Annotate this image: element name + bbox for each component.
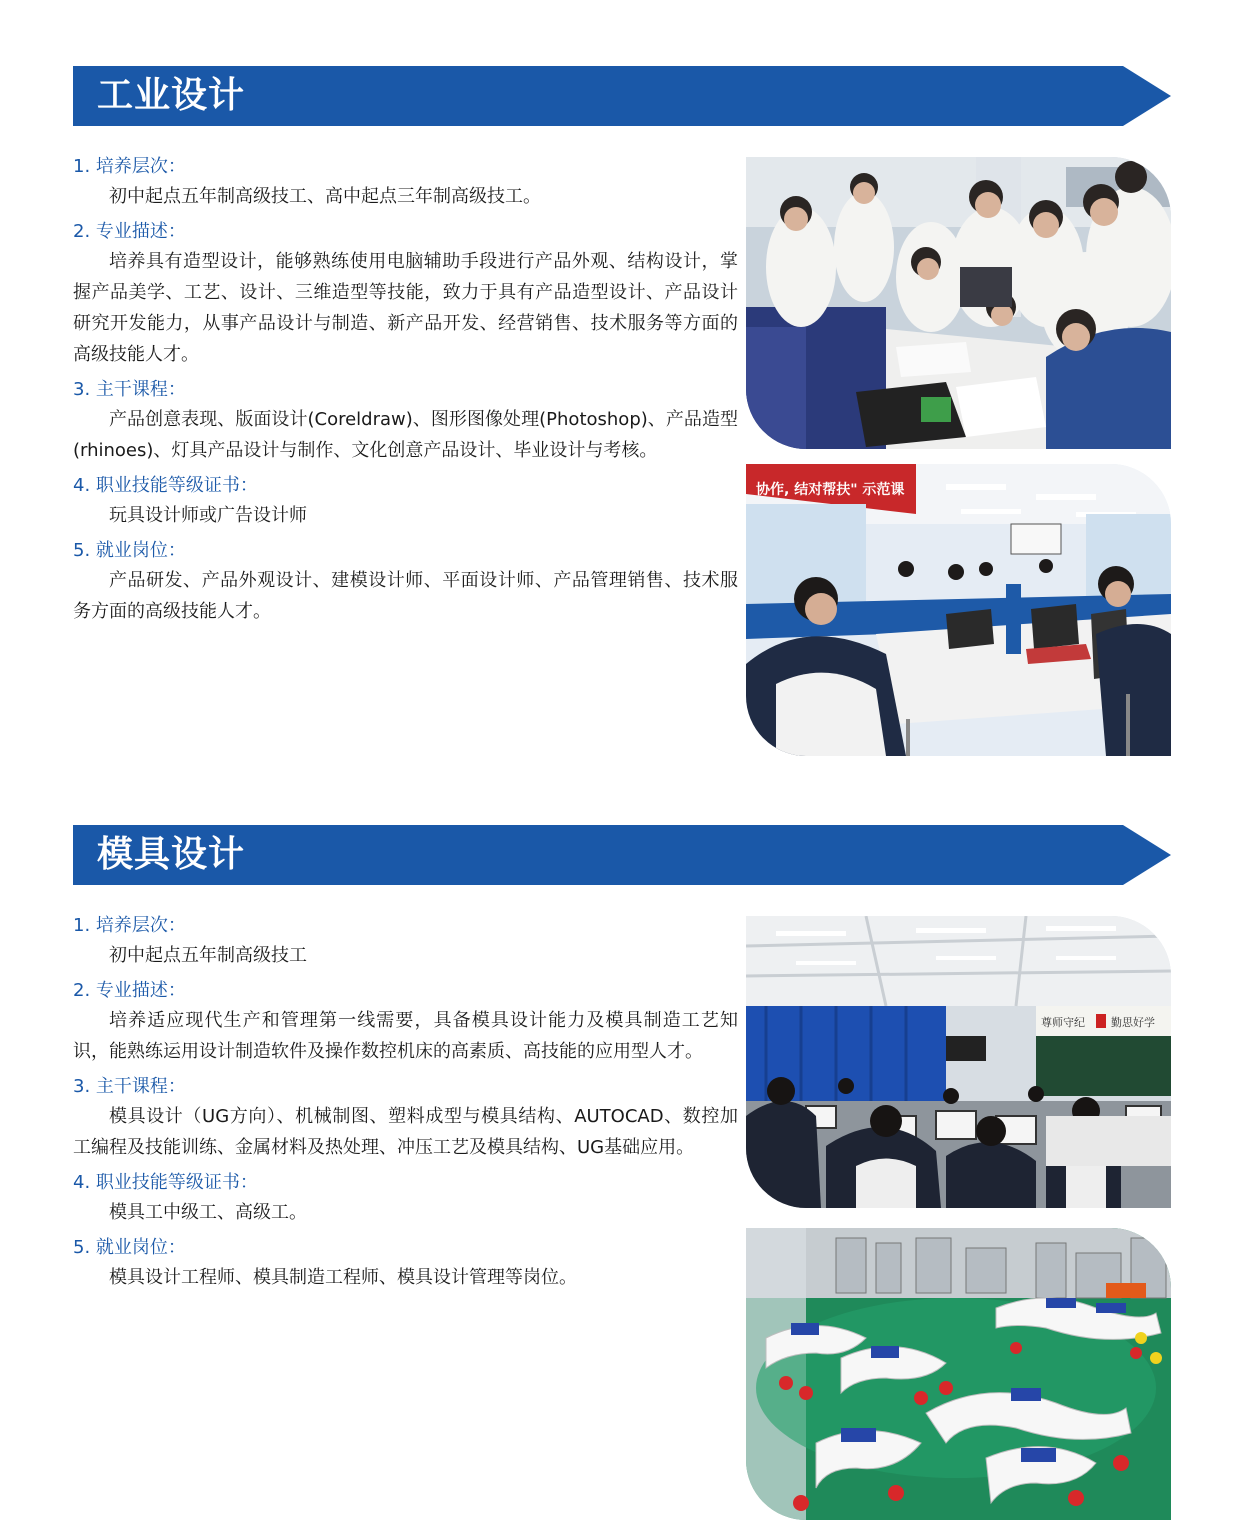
text-description: 培养适应现代生产和管理第一线需要，具备模具设计能力及模具制造工艺知识，能熟练运用设计制造软件及操作数控机床的高素质、高技能的应用型人才。 (73, 1010, 738, 1062)
heading-certificate: 4. 职业技能等级证书： (73, 1172, 258, 1193)
heading-jobs: 5. 就业岗位： (73, 540, 186, 561)
text-jobs: 模具设计工程师、模具制造工程师、模具设计管理等岗位。 (109, 1267, 577, 1288)
wall-slogan-right: 勤思好学 (1111, 1016, 1155, 1029)
text-description: 培养具有造型设计，能够熟练使用电脑辅助手段进行产品外观、结构设计，掌握产品美学、工艺、设计、三维造型等技能，致力于具有产品造型设计、产品设计研究开发能力，从事产品设计与制造、新产品开发、经营销售、技术服务等方面的高级技能人才。 (73, 251, 738, 365)
section-content (73, 914, 738, 1293)
section-banner (73, 66, 1171, 126)
heading-courses: 3. 主干课程： (73, 379, 186, 400)
text-certificate: 模具工中级工、高级工。 (109, 1202, 307, 1223)
heading-jobs: 5. 就业岗位： (73, 1237, 186, 1258)
section-title: 模具设计 (97, 834, 246, 875)
section-banner (73, 825, 1171, 885)
text-training-level: 初中起点五年制高级技工、高中起点三年制高级技工。 (109, 186, 541, 207)
section-content (73, 155, 738, 627)
text-courses: 产品创意表现、版面设计(Coreldraw)、图形图像处理(Photoshop)、产品造型(rhinoes)、灯具产品设计与制作、文化创意产品设计、毕业设计与考核。 (73, 409, 738, 461)
wall-slogan-left: 尊师守纪 (1041, 1016, 1085, 1029)
photo-computer-lab (746, 916, 1171, 1208)
section-title: 工业设计 (97, 75, 246, 116)
photo-computer-classroom (746, 464, 1171, 756)
text-jobs: 产品研发、产品外观设计、建模设计师、平面设计师、产品管理销售、技术服务方面的高级技能人才。 (73, 570, 738, 622)
photo-mold-workshop (746, 1228, 1171, 1520)
text-training-level: 初中起点五年制高级技工 (109, 945, 307, 966)
heading-courses: 3. 主干课程： (73, 1076, 186, 1097)
heading-training-level: 1. 培养层次： (73, 156, 186, 177)
heading-description: 2. 专业描述： (73, 221, 186, 242)
heading-training-level: 1. 培养层次： (73, 915, 186, 936)
text-courses: 模具设计（UG方向）、机械制图、塑料成型与模具结构、AUTOCAD、数控加工编程及技能训练、金属材料及热处理、冲压工艺及模具结构、UG基础应用。 (73, 1106, 738, 1158)
text-certificate: 玩具设计师或广告设计师 (109, 505, 307, 526)
heading-description: 2. 专业描述： (73, 980, 186, 1001)
heading-certificate: 4. 职业技能等级证书： (73, 475, 258, 496)
classroom-banner-text: 协作, 结对帮扶" 示范课 (756, 482, 905, 498)
photo-students-discussion (746, 157, 1171, 449)
